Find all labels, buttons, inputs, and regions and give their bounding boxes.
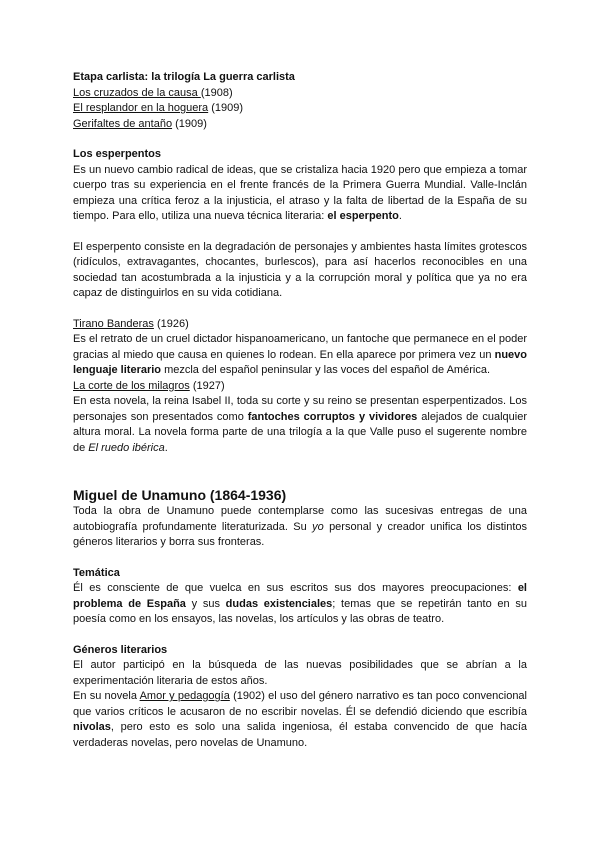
bold-term: fantoches corruptos y vividores: [247, 410, 418, 423]
text-run: (1902) el uso del género narrativo es tan poco convencional que varios críticos le acusaron de no escribir novelas. Él se defendió diciendo que escribía: [73, 690, 527, 718]
work-title: El resplandor en la hoguera: [73, 102, 209, 114]
text-run: , pero esto es solo una salida ingeniosa, él estaba convencido de que hacía verdaderas novelas, pero novelas de Unamuno.: [73, 721, 527, 749]
generos-paragraph-1: El autor participó en la búsqueda de las nuevas posibilidades que se abrían a la experimentación literaria de estos años.: [73, 659, 527, 687]
work-year: (1908): [200, 86, 233, 99]
tematica-heading: Temática: [73, 566, 120, 579]
work-line: [73, 117, 527, 133]
bold-term: el esperpento: [327, 210, 399, 222]
text-run: personal y creador unifica los distintos géneros literarios y borra sus fronteras.: [73, 520, 527, 548]
text-run: alejados de cualquier altura moral. La novela forma parte de una trilogía a la que Valle puso el sugerente nombre de: [73, 410, 527, 454]
text-run: Toda la obra de Unamuno puede contemplarse como las sucesivas entregas de una autobiografía profundamente literaturizada. Su: [73, 505, 527, 533]
work-year: (1909): [208, 102, 244, 114]
work-line: [73, 101, 527, 117]
bold-term: nuevo lenguaje literario: [73, 348, 527, 376]
work-title: Tirano Banderas: [73, 317, 154, 330]
text-run: En su novela: [73, 690, 140, 702]
carlista-heading: Etapa carlista: la trilogía La guerra carlista: [73, 71, 295, 83]
text-run: Él es consciente de que vuelca en sus escritos sus dos mayores preocupaciones:: [73, 582, 518, 594]
work-line: [73, 379, 527, 395]
bold-term: el problema de España: [73, 582, 527, 610]
text-run: .: [398, 210, 402, 222]
esperpentos-paragraph-1: [73, 163, 527, 225]
text-run: Es un nuevo cambio radical de ideas, que se cristaliza hacia 1920 pero que empieza a tomar cuerpo tras su experiencia en el frente francés de la Primera Guerra Mundial. Valle-Inclán empieza una crítica feroz a la injusticia, el atraso y la falta de libertad de la España de su tiempo. Para ello, utiliza una nueva técnica literaria:: [73, 163, 527, 222]
generos-heading: Géneros literarios: [73, 643, 168, 656]
text-run: mezcla del español peninsular y las voces del español de América.: [161, 364, 490, 376]
text-run: ; temas que se repetirán tanto en su poesía como en los ensayos, las novelas, los artículos y las obras de teatro.: [73, 597, 527, 625]
document-page: [73, 70, 527, 751]
work-year: (1909): [172, 117, 207, 130]
text-run: En esta novela, la reina Isabel II, toda su corte y su reino se presentan esperpentizados. Los personajes son presentados como: [73, 395, 527, 423]
work-title: La corte de los milagros: [73, 379, 190, 392]
work-line: [73, 86, 527, 102]
text-run: .: [164, 441, 168, 454]
unamuno-heading: Miguel de Unamuno (1864-1936): [73, 487, 287, 503]
tirano-paragraph: [73, 332, 527, 379]
esperpentos-paragraph-2: El esperpento consiste en la degradación de personajes y ambientes hasta límites grotescos (ridículos, extravagantes, chocantes, burlescos), para así hacerlos reconocibles en una sociedad tan acostumbrada a la injusticia y a la corrupción moral y política que ya no era capaz de distinguirlos en su vida cotidiana.: [73, 240, 527, 299]
tematica-paragraph: [73, 581, 527, 628]
work-title: Amor y pedagogía: [139, 690, 230, 702]
work-title: Los cruzados de la causa: [73, 86, 201, 99]
work-line: [73, 317, 527, 333]
work-year: (1927): [189, 379, 225, 392]
corte-paragraph: [73, 394, 527, 456]
bold-term: dudas existenciales: [225, 597, 333, 610]
unamuno-intro: [73, 504, 527, 551]
text-run: y sus: [185, 597, 226, 610]
text-run: Es el retrato de un cruel dictador hispanoamericano, un fantoche que permanece en el poder gracias al miedo que causa en quienes lo rodean. En ella aparece por primera vez un: [73, 333, 527, 361]
work-year: (1926): [153, 317, 189, 330]
generos-paragraph-2: [73, 689, 527, 751]
italic-term: yo: [312, 520, 324, 533]
bold-term: nivolas: [73, 721, 111, 733]
work-title: Gerifaltes de antaño: [73, 117, 173, 130]
italic-title: El ruedo ibérica: [88, 441, 165, 454]
esperpentos-heading: Los esperpentos: [73, 148, 162, 160]
